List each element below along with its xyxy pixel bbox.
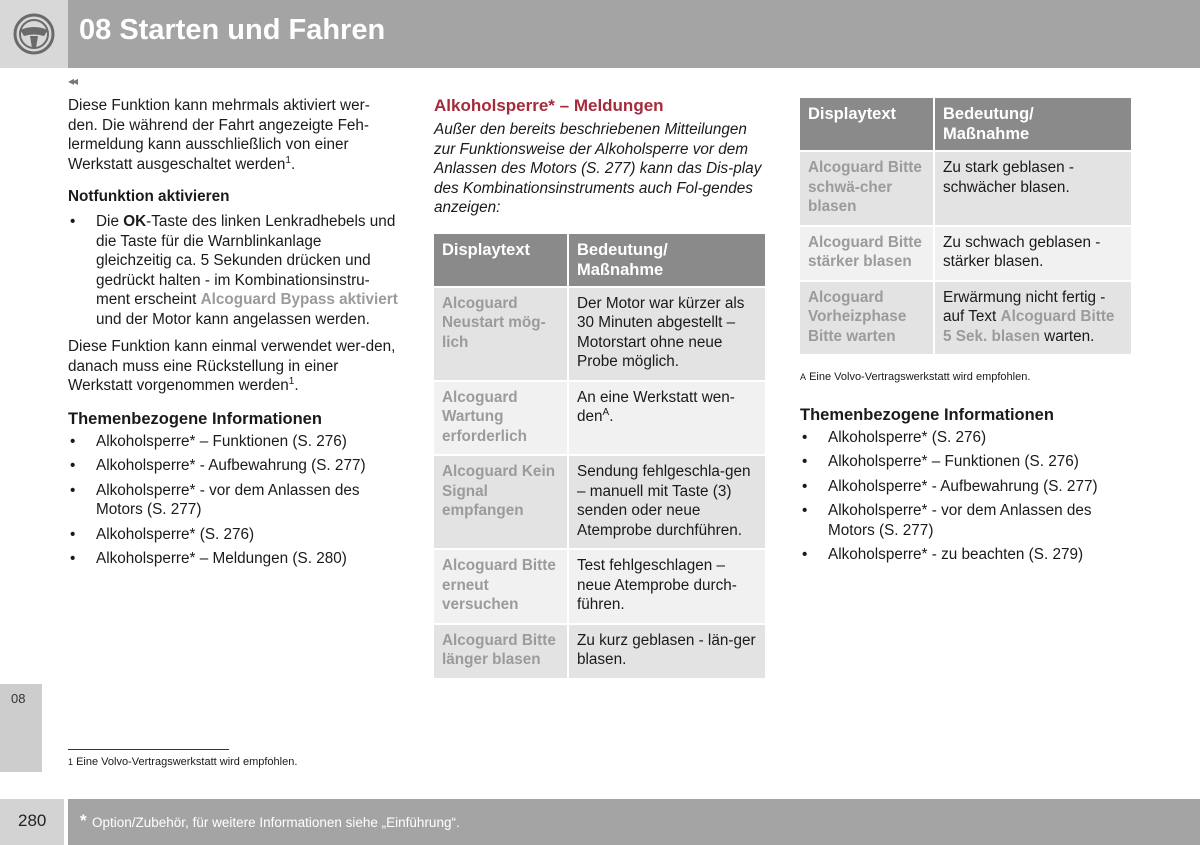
table-row [800, 282, 1131, 355]
bullet-icon: • [70, 525, 76, 543]
meaning-cell: An eine Werkstatt wen-den$^A$. [569, 382, 765, 455]
column-middle [434, 96, 767, 680]
related-info-heading: Themenbezogene Informationen [68, 409, 322, 428]
column-header-display-text: Displaytext [800, 98, 933, 150]
related-link[interactable]: • Alkoholsperre* - vor dem Anlassen des Motors (S. 277) [802, 502, 1092, 539]
option-note: Option/Zubehör, für weitere Informationen siehe „Einführung“. [92, 815, 460, 830]
meaning-cell: Zu stark geblasen - schwächer blasen. [935, 152, 1131, 225]
column-left [68, 96, 398, 577]
meaning-cell: Der Motor war kürzer als 30 Minuten abgestellt – Motorstart ohne neue Probe möglich. [569, 288, 765, 380]
messages-table-continued [798, 96, 1133, 356]
related-link[interactable]: • Alkoholsperre* – Funktionen (S. 276) [802, 453, 1079, 470]
related-link[interactable]: • Alkoholsperre* - Aufbewahrung (S. 277) [802, 477, 1098, 495]
messages-table [432, 232, 767, 680]
display-text-cell: Alcoguard Bitte schwä-cher blasen [800, 152, 933, 225]
bullet-icon: • [802, 502, 808, 519]
page-footnote: 1 Eine Volvo-Vertragswerkstatt wird empfohlen. [68, 756, 298, 768]
related-links-list [68, 432, 398, 569]
paragraph-multiple-activation: Diese Funktion kann mehrmals aktiviert wer-den. Die während der Fahrt angezeigte Feh-lermeldung kann ausschließlich von einer Werkstatt ausgeschaltet werden$^1$. [68, 97, 370, 173]
steering-wheel-icon [0, 0, 68, 68]
table-row [434, 382, 765, 455]
section-intro: Außer den bereits beschriebenen Mitteilungen zur Funktionsweise der Alkoholsperre vor dem Anlassen des Motors (S. 277) kann das Dis-play des Kombinationsinstruments auch Fol-gendes anzeigen: [434, 121, 762, 216]
bullet-icon: • [802, 428, 808, 446]
page-number-box [0, 799, 64, 845]
display-text-cell: Alcoguard Wartung erforderlich [434, 382, 567, 455]
display-text-cell: Alcoguard Vorheizphase Bitte warten [800, 282, 933, 355]
bullet-icon: • [802, 546, 808, 563]
related-link[interactable]: • Alkoholsperre* – Funktionen (S. 276) [70, 432, 347, 450]
footnote-ref[interactable]: 1 [285, 154, 291, 166]
related-links-list [800, 428, 1132, 565]
bullet-icon: • [802, 453, 808, 470]
meaning-cell: Zu kurz geblasen - län-ger blasen. [569, 625, 765, 678]
bullet-icon: • [70, 432, 76, 450]
table-header-row [800, 98, 1131, 150]
table-row [800, 227, 1131, 280]
display-text-cell: Alcoguard Bitte erneut versuchen [434, 550, 567, 623]
chapter-side-tab[interactable] [0, 684, 42, 772]
meaning-cell: Zu schwach geblasen - stärker blasen. [935, 227, 1131, 280]
page-number: 280 [18, 811, 47, 830]
chapter-side-tab-label: 08 [11, 691, 26, 706]
bullet-icon: • [70, 550, 76, 567]
bullet-icon: • [70, 213, 76, 230]
related-link[interactable]: • Alkoholsperre* - zu beachten (S. 279) [802, 546, 1084, 563]
column-header-meaning: Bedeutung/ Maßnahme [935, 98, 1131, 150]
paragraph-single-use: Diese Funktion kann einmal verwendet wer-den, danach muss eine Rückstellung in einer Werkstatt vorgenommen werden$^1$. [68, 338, 396, 394]
footnote-ref[interactable]: 1 [288, 375, 295, 387]
bullet-icon: • [802, 477, 808, 495]
display-message-bypass: Alcoguard Bypass aktiviert [200, 291, 398, 308]
emergency-steps-list [68, 212, 398, 329]
related-link[interactable]: • Alkoholsperre* - vor dem Anlassen des Motors (S. 277) [70, 481, 360, 518]
table-row [434, 550, 765, 623]
footnote-divider [68, 749, 229, 750]
table-footnote: A Eine Volvo-Vertragswerkstatt wird empfohlen. [800, 371, 1031, 383]
table-row [800, 152, 1131, 225]
related-link[interactable]: • Alkoholsperre* – Meldungen (S. 280) [70, 550, 347, 567]
meaning-cell: Sendung fehlgeschla-gen – manuell mit Taste (3) senden oder neue Atemprobe durchführen. [569, 456, 765, 548]
chapter-title: 08 Starten und Fahren [79, 14, 386, 46]
table-row [434, 625, 765, 678]
column-header-display-text: Displaytext [434, 234, 567, 286]
related-link[interactable]: • Alkoholsperre* (S. 276) [70, 525, 255, 543]
heading-emergency-function: Notfunktion aktivieren [68, 188, 230, 205]
previous-page-link[interactable]: ◂◂ [68, 74, 77, 88]
meaning-cell: Test fehlgeschlagen – neue Atemprobe durch-führen. [569, 550, 765, 623]
bullet-icon: • [70, 457, 76, 474]
meaning-cell: Erwärmung nicht fertig - auf Text Alcoguard Bitte 5 Sek. blasen warten. [935, 282, 1131, 355]
display-text-cell: Alcoguard Bitte stärker blasen [800, 227, 933, 280]
table-footnote-ref[interactable]: A [602, 406, 610, 418]
footer-bar [68, 799, 1200, 845]
bullet-icon: • [70, 481, 76, 499]
chapter-icon-box [0, 0, 68, 68]
section-heading-messages: Alkoholsperre* – Meldungen [434, 96, 664, 115]
column-right [800, 96, 1132, 573]
option-star: * [80, 811, 87, 830]
display-text-cell: Alcoguard Kein Signal empfangen [434, 456, 567, 548]
list-item: • Die OK-Taste des linken Lenkradhebels und die Taste für die Warnblinkanlage gleichzeitig ca. 5 Sekunden drücken und gedrückt halten - im Kombinationsinstru-ment erscheint Alcoguard Bypass aktiviert und der Motor kann angelassen werden. [70, 213, 398, 328]
related-link[interactable]: • Alkoholsperre* (S. 276) [802, 428, 987, 446]
table-header-row [434, 234, 765, 286]
ok-key-label: OK [123, 213, 147, 230]
display-text-cell: Alcoguard Neustart mög-lich [434, 288, 567, 380]
column-header-meaning: Bedeutung/ Maßnahme [569, 234, 765, 286]
display-message-blow: Alcoguard Bitte 5 Sek. blasen [943, 308, 1115, 345]
chapter-header [0, 0, 1200, 68]
related-info-heading: Themenbezogene Informationen [800, 405, 1054, 424]
related-link[interactable]: • Alkoholsperre* - Aufbewahrung (S. 277) [70, 457, 366, 474]
table-row [434, 288, 765, 380]
display-text-cell: Alcoguard Bitte länger blasen [434, 625, 567, 678]
table-row [434, 456, 765, 548]
